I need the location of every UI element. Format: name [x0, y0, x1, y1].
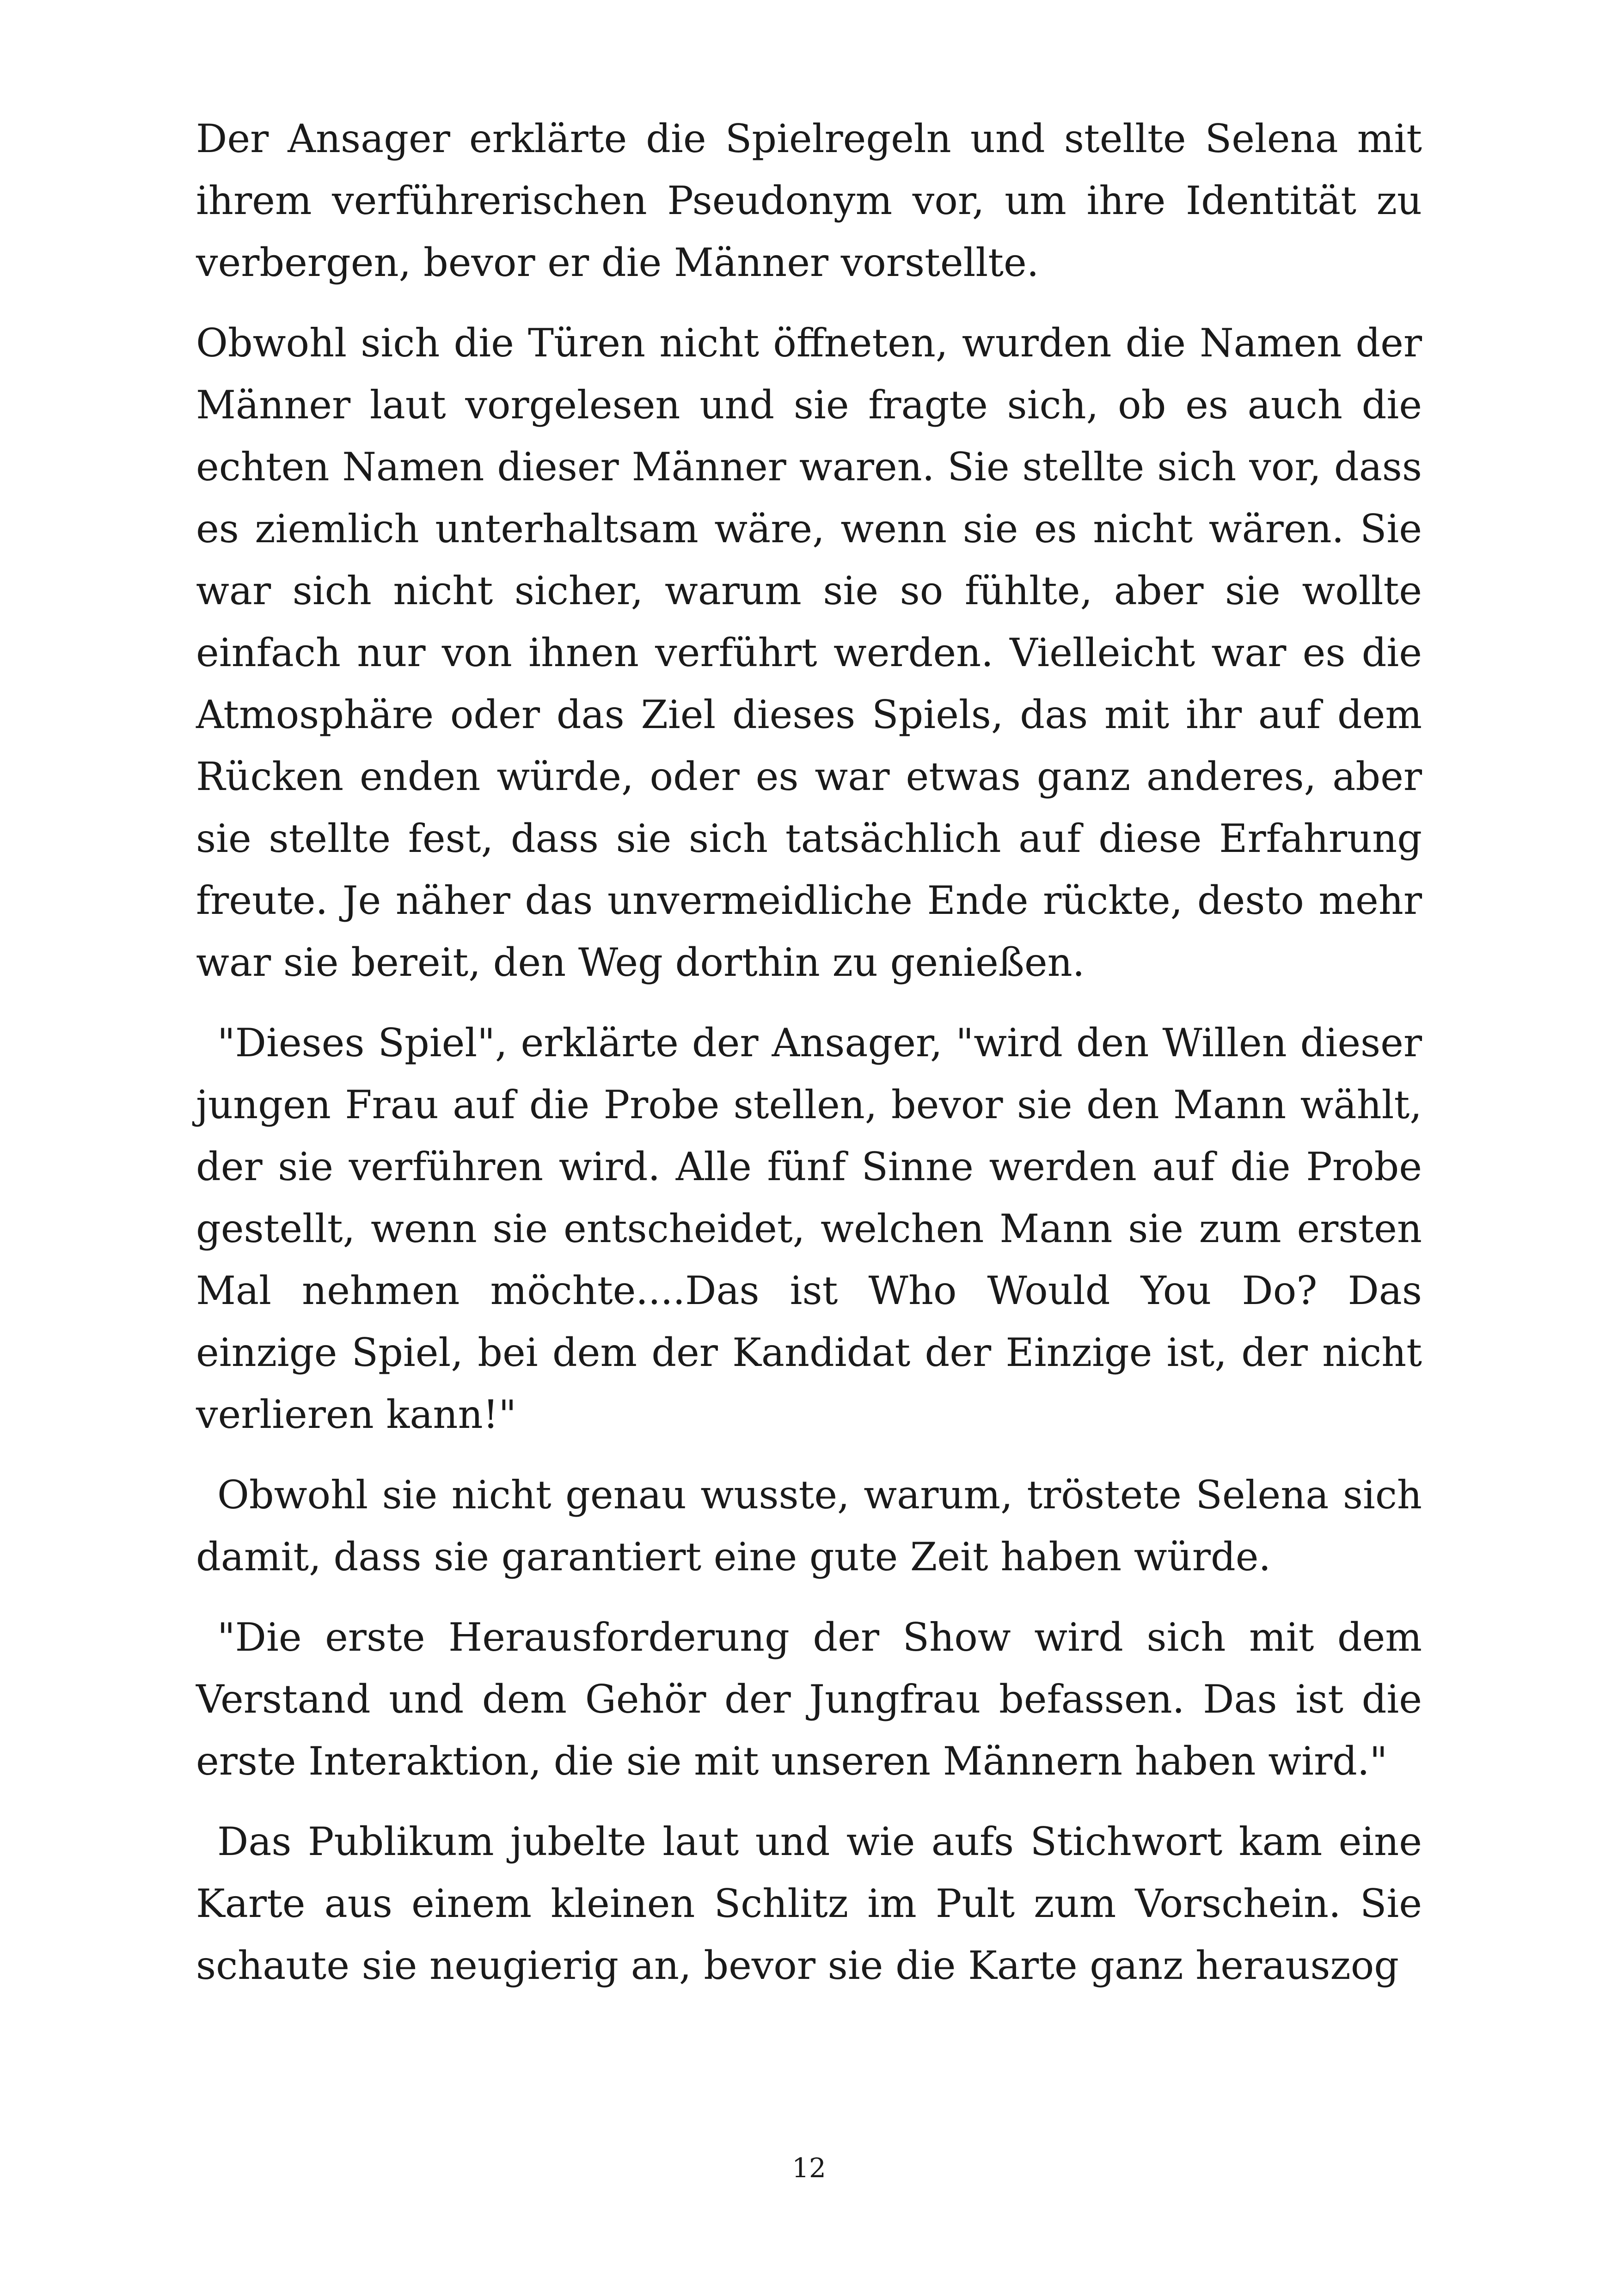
paragraph: Das Publikum jubelte laut und wie aufs Stichwort kam eine Karte aus einem kleinen Schlitz im Pult zum Vorschein. Sie schaute sie neugierig an, bevor sie die Karte ganz herauszog — [196, 1819, 1422, 1988]
page-number: 12 — [792, 2152, 826, 2184]
paragraph: Obwohl sie nicht genau wusste, warum, tröstete Selena sich damit, dass sie garantiert eine gute Zeit haben würde. — [196, 1472, 1422, 1580]
paragraph: Obwohl sich die Türen nicht öffneten, wurden die Namen der Männer laut vorgelesen und sie fragte sich, ob es auch die echten Namen dieser Männer waren. Sie stellte sich vor, dass es ziemlich unterhaltsam wäre, wenn sie es nicht wären. Sie war sich nicht sicher, warum sie so fühlte, aber sie wollte einfach nur von ihnen verführt werden. Vielleicht war es die Atmosphäre oder das Ziel dieses Spiels, das mit ihr auf dem Rücken enden würde, oder es war etwas ganz anderes, aber sie stellte fest, dass sie sich tatsächlich auf diese Erfahrung freute. Je näher das unvermeidliche Ende rückte, desto mehr war sie bereit, den Weg dorthin zu genießen. — [196, 320, 1422, 985]
paragraph: "Die erste Herausforderung der Show wird sich mit dem Verstand und dem Gehör der Jungfrau befassen. Das ist die erste Interaktion, die sie mit unseren Männern haben wird." — [196, 1615, 1422, 1784]
paragraph: "Dieses Spiel", erklärte der Ansager, "wird den Willen dieser jungen Frau auf die Probe stellen, bevor sie den Mann wählt, der sie verführen wird. Alle fünf Sinne werden auf die Probe gestellt, wenn sie entscheidet, welchen Mann sie zum ersten Mal nehmen möchte....Das ist Who Would You Do? Das einzige Spiel, bei dem der Kandidat der Einzige ist, der nicht verlieren kann!" — [196, 1020, 1422, 1437]
body-text — [196, 108, 1422, 2015]
paragraph: Der Ansager erklärte die Spielregeln und stellte Selena mit ihrem verführerischen Pseudonym vor, um ihre Identität zu verbergen, bevor er die Männer vorstellte. — [196, 116, 1422, 285]
